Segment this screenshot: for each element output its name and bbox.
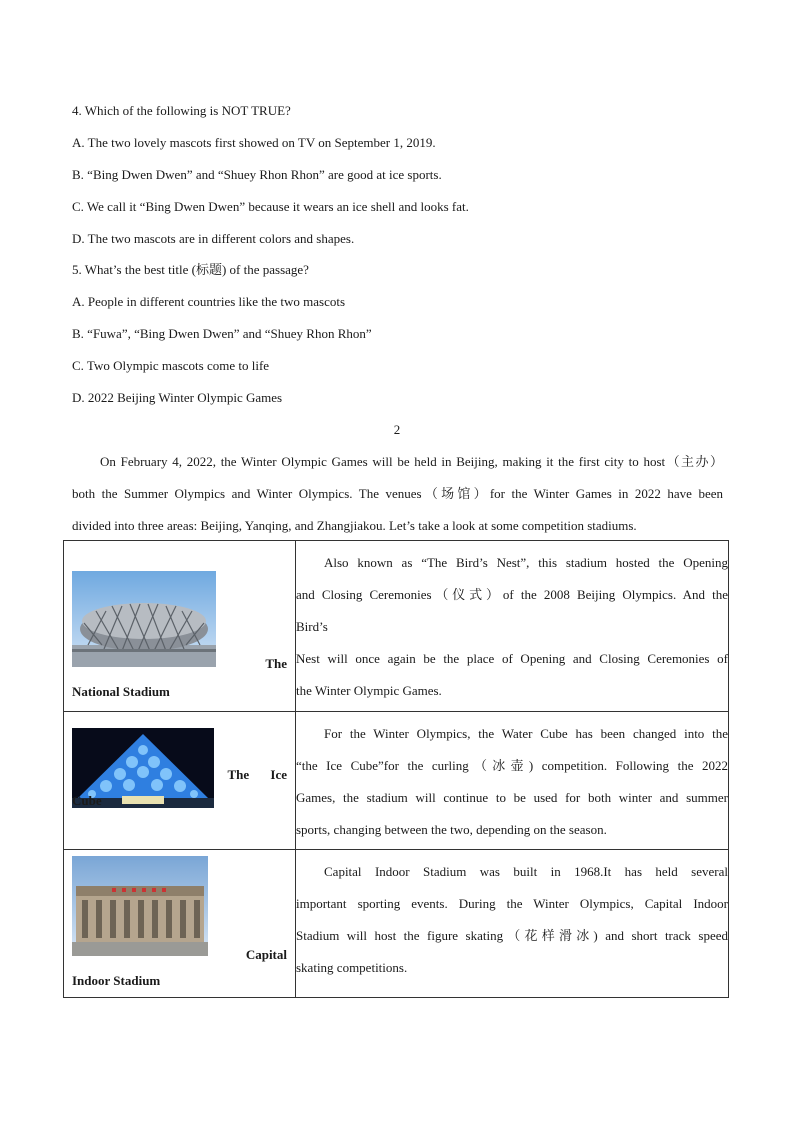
capital-indoor-stadium-photo (72, 856, 208, 960)
q5-option-b: B. “Fuwa”, “Bing Dwen Dwen” and “Shuey Rhon Rhon” (72, 326, 372, 341)
venues-table (63, 540, 729, 998)
q5-option-a: A. People in different countries like the two mascots (72, 294, 346, 309)
venue-name: The National Stadium (72, 656, 287, 699)
venue-row (64, 850, 729, 998)
intro-line: both the Summer Olympics and Winter Olympics. The venues（场馆）for the Winter Games in 2022 have been (72, 486, 723, 501)
venue-image-cell (64, 850, 296, 998)
q4-option-c: C. We call it “Bing Dwen Dwen” because it wears an ice shell and looks fat. (72, 199, 469, 214)
venue-description: For the Winter Olympics, the Water Cube has been changed into the “the Ice Cube”for the curling（冰壶) competition. Following the 2022 Games, the stadium will continue to be used for both winter and summer sports, changing between the two, depending on the season. (296, 712, 729, 850)
venue-row (64, 541, 729, 712)
q5-option-c: C. Two Olympic mascots come to life (72, 358, 270, 373)
venue-image-cell (64, 712, 296, 850)
venue-name: Capital Indoor Stadium (72, 947, 287, 988)
venue-image-cell (64, 541, 296, 712)
intro-line: On February 4, 2022, the Winter Olympic Games will be held in Beijing, making it the first city to host（主办） (100, 454, 723, 469)
venue-name: The Ice Cube (72, 767, 287, 808)
q4-option-a: A. The two lovely mascots first showed on TV on September 1, 2019. (72, 135, 436, 150)
q5-option-d: D. 2022 Beijing Winter Olympic Games (72, 390, 283, 405)
section-number: 2 (393, 422, 401, 437)
q4-option-d: D. The two mascots are in different colors and shapes. (72, 231, 355, 246)
venue-description: Capital Indoor Stadium was built in 1968.It has held several important sporting events. During the Winter Olympics, Capital Indoor Stadium will host the figure skating（花样滑冰) and short track speed skating competitions. (296, 850, 729, 998)
intro-line: divided into three areas: Beijing, Yanqing, and Zhangjiakou. Let’s take a look at some competition stadiums. (72, 518, 637, 533)
q5-stem: 5. What’s the best title (标题) of the passage? (72, 262, 309, 277)
venue-description: Also known as “The Bird’s Nest”, this stadium hosted the Opening and Closing Ceremonies（仪式）of the 2008 Beijing Olympics. And the Bird’s Nest will once again be the place of Opening and Closing Ceremonies of the Winter Olympic Games. (296, 541, 729, 712)
q4-stem: 4. Which of the following is NOT TRUE? (72, 103, 291, 118)
venue-row (64, 712, 729, 850)
intro-paragraph (72, 446, 723, 542)
q4-option-b: B. “Bing Dwen Dwen” and “Shuey Rhon Rhon” are good at ice sports. (72, 167, 442, 182)
